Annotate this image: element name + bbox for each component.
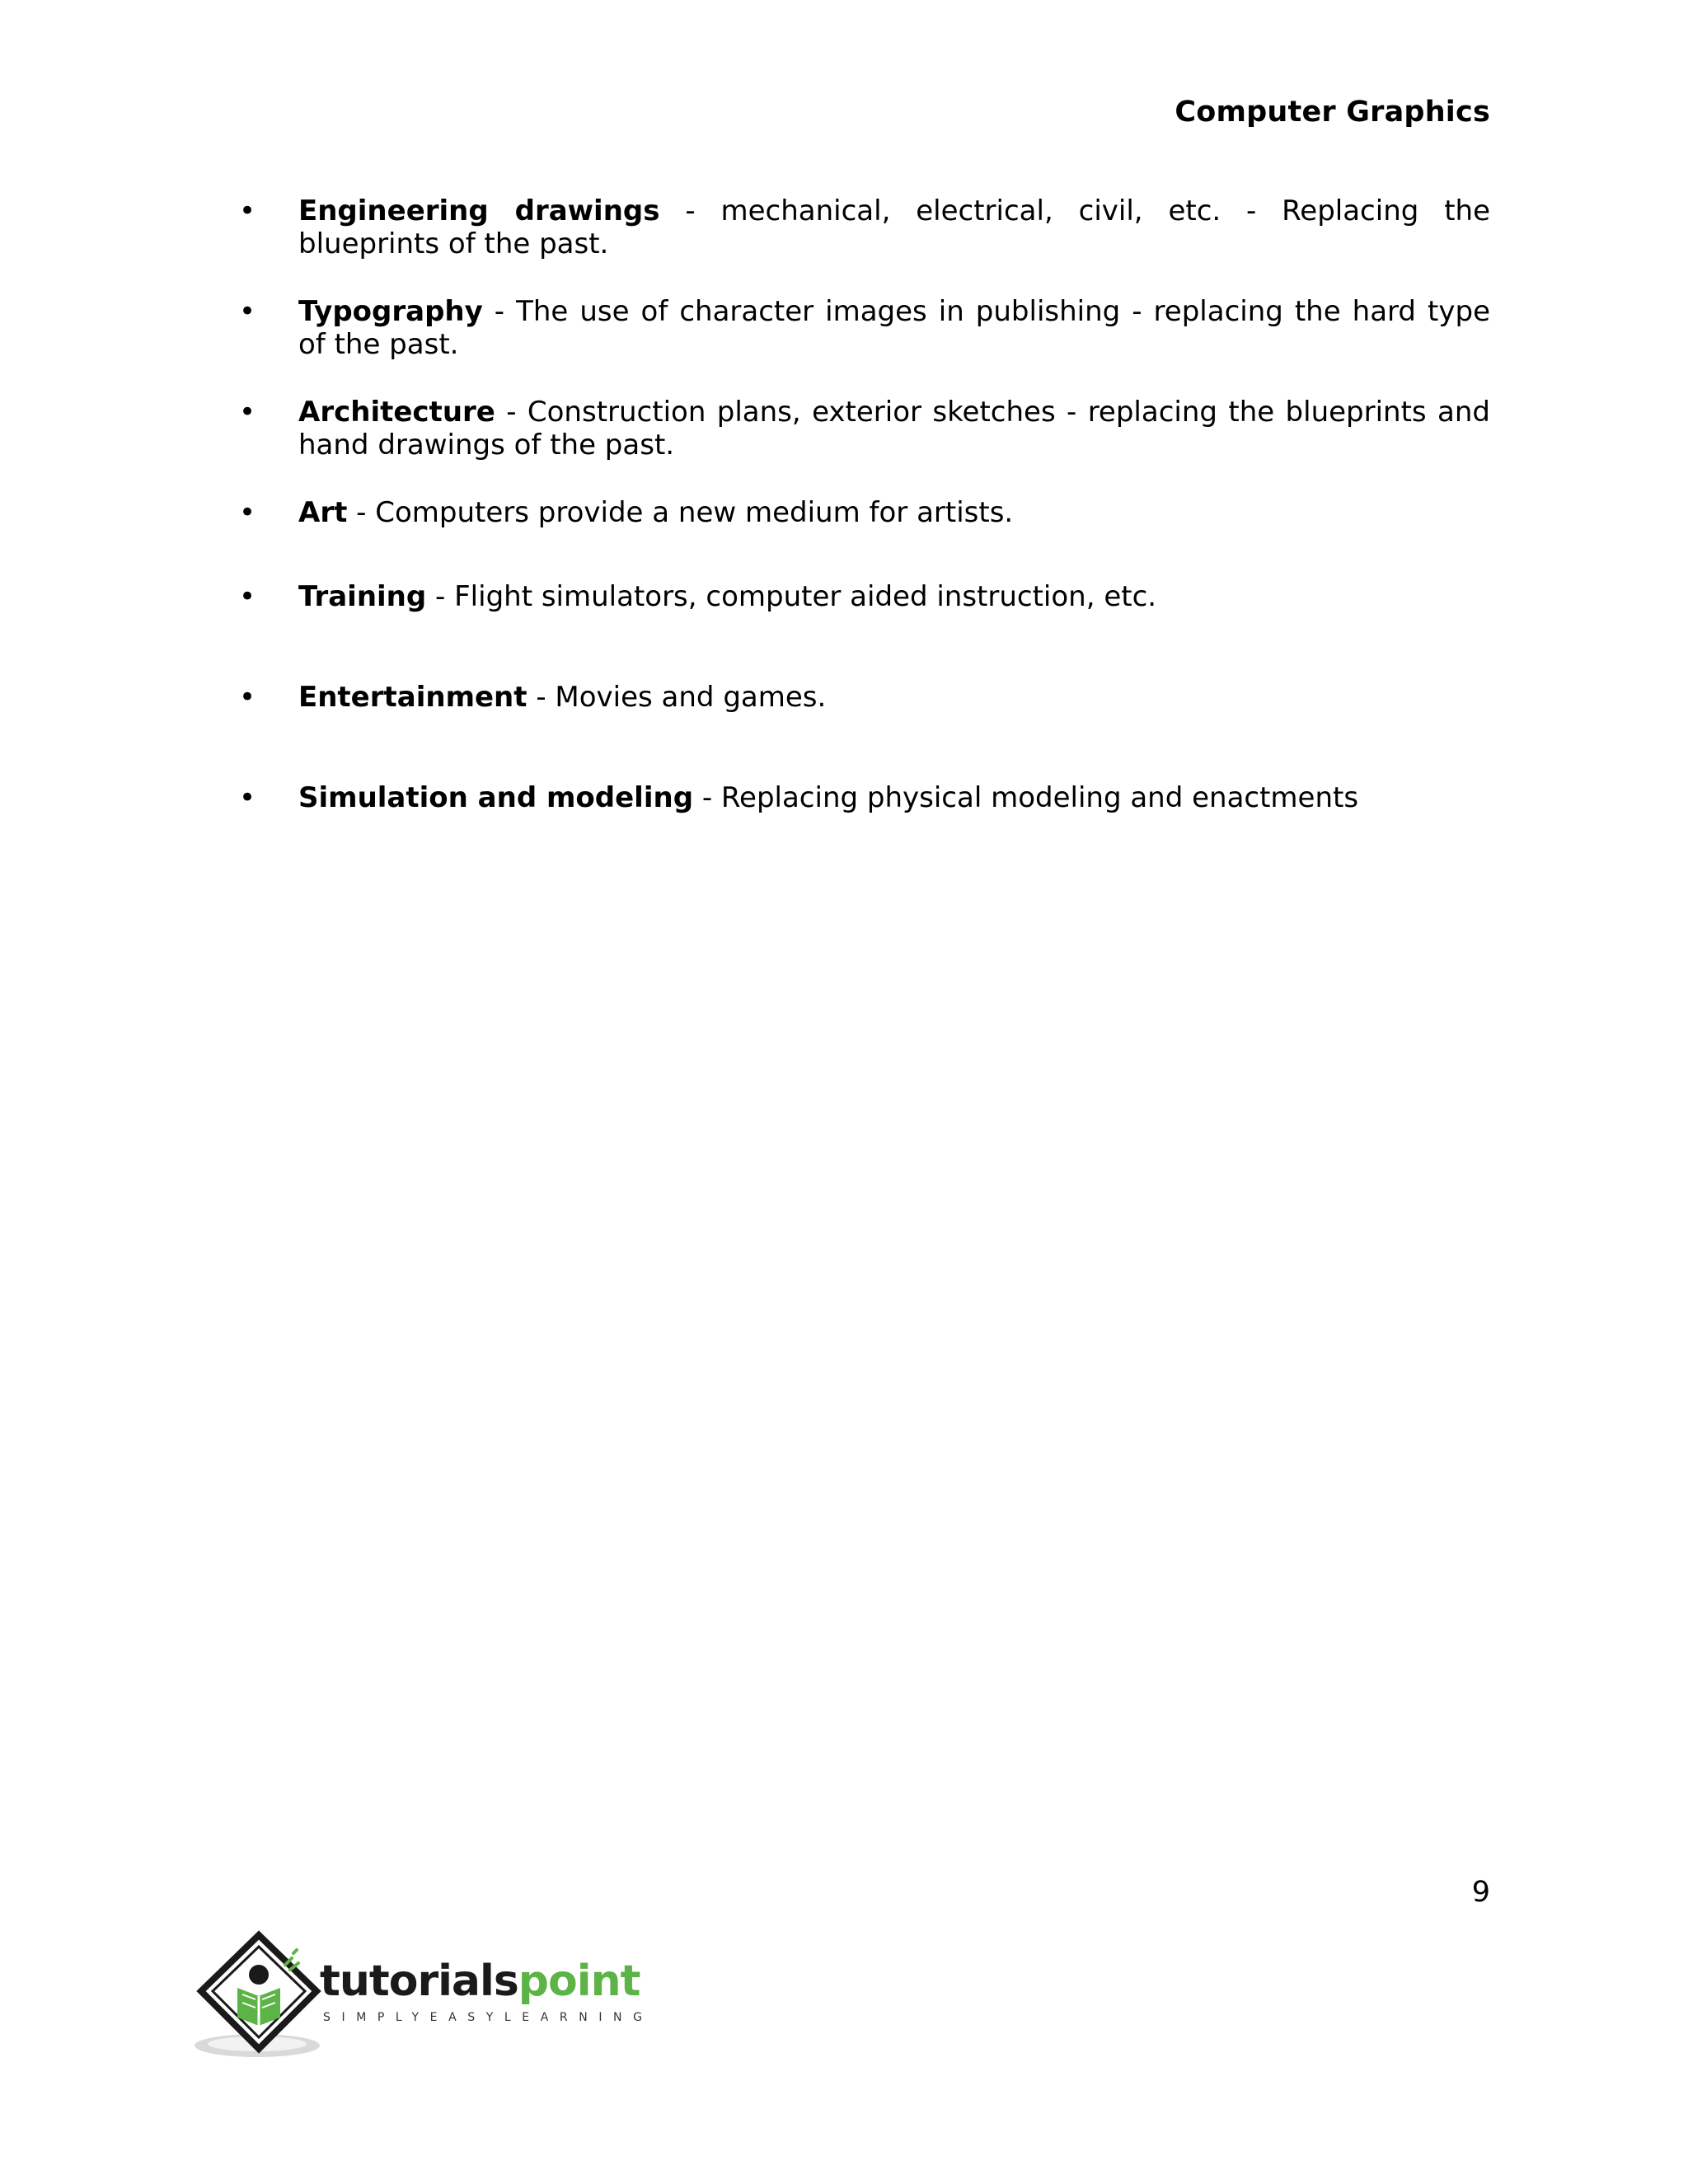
bullet-icon: • [239,295,256,328]
list-item [239,580,1490,613]
list-item-term: Entertainment [298,681,528,714]
list-item-description: - mechanical, electrical, civil, etc. - Replacing the blueprints of the past. [298,194,1490,260]
list-item [239,781,1490,814]
list-item-text [298,681,1490,714]
list-item [239,496,1490,529]
list-item [239,295,1490,361]
list-item-description: - Replacing physical modeling and enactments [693,781,1359,814]
list-item-text [298,194,1490,260]
logo-word-dark: tutorials [320,1957,518,2006]
list-item-term: Typography [298,295,483,328]
list-item-term: Art [298,496,348,529]
logo-wordmark [320,1957,640,2006]
list-item-text [298,396,1490,462]
logo-tagline: SIMPLYEASYLEARNING [323,2011,654,2024]
bullet-icon: • [239,681,256,714]
list-item-term: Architecture [298,396,495,429]
list-item-text [298,295,1490,361]
bullet-icon: • [239,580,256,613]
tutorialspoint-diamond-book-icon [195,1929,326,2060]
logo-word-green: point [518,1957,640,2006]
list-item [239,396,1490,462]
list-item-description: - Construction plans, exterior sketches - replacing the blueprints and hand drawings of the past. [298,396,1490,462]
list-item-text [298,496,1490,529]
list-item-text [298,781,1490,814]
bullet-icon: • [239,396,256,429]
tutorialspoint-logo [195,1929,654,2060]
list-item-term: Simulation and modeling [298,781,694,814]
list-item-description: - Flight simulators, computer aided instruction, etc. [426,580,1157,613]
list-item-term: Training [298,580,427,613]
list-item-description: - Movies and games. [527,681,827,714]
list-item-description: - Computers provide a new medium for artists. [347,496,1014,529]
page-header-title: Computer Graphics [1175,96,1490,129]
page-number: 9 [1471,1876,1490,1909]
list-item-description: - The use of character images in publishing - replacing the hard type of the past. [298,295,1490,361]
list-item-term: Engineering drawings [298,194,660,227]
list-item [239,194,1490,260]
bullet-icon: • [239,194,256,227]
list-item-text [298,580,1490,613]
list-item [239,681,1490,714]
bullet-icon: • [239,496,256,529]
bullet-icon: • [239,781,256,814]
